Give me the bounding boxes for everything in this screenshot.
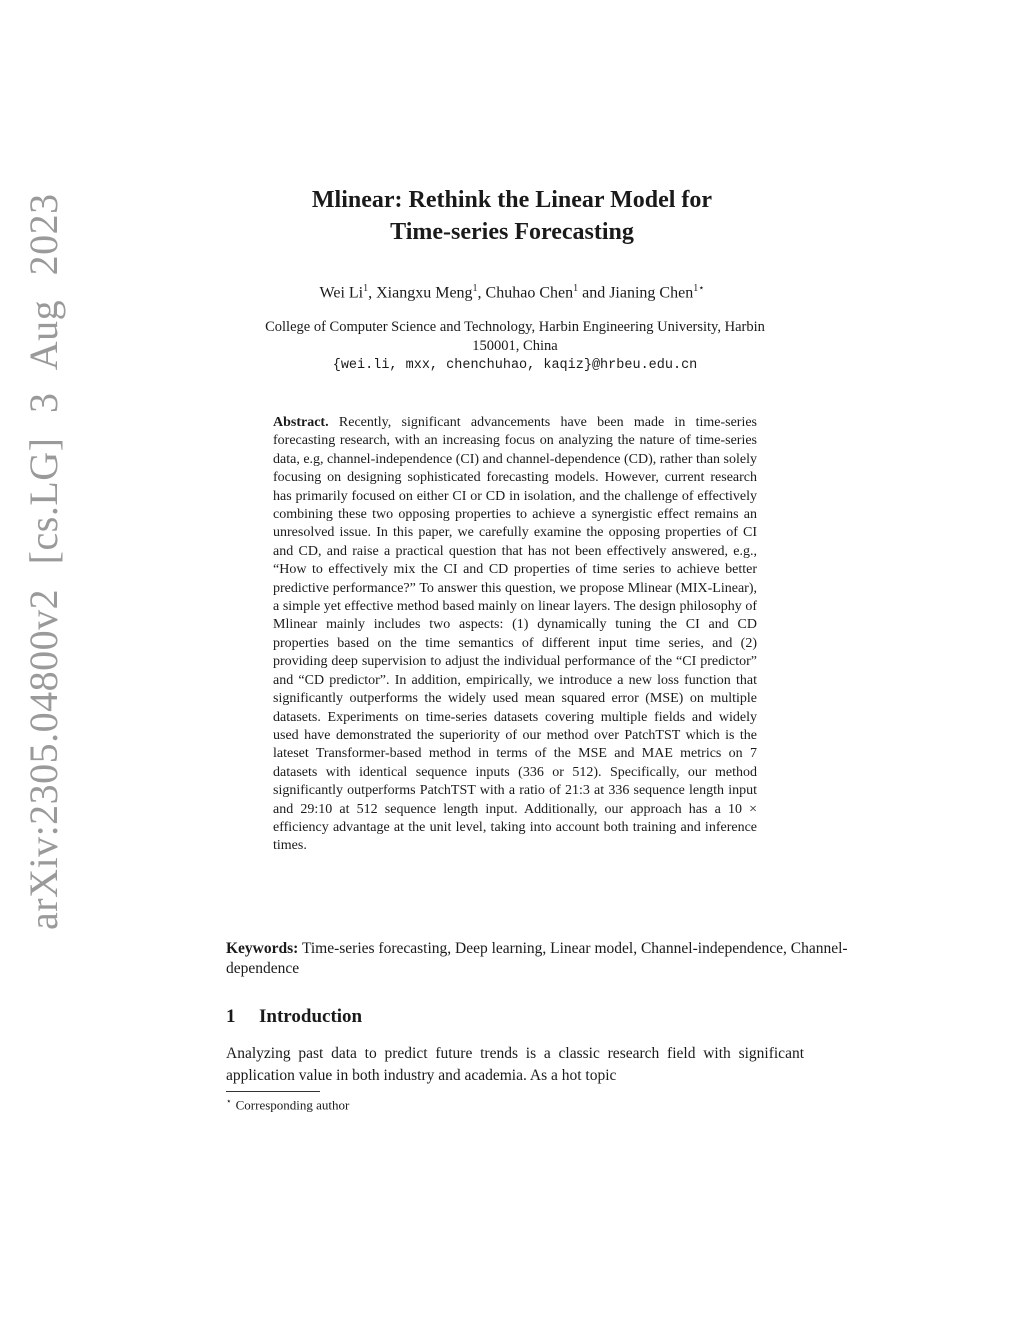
author-name: Wei Li <box>319 284 364 302</box>
footnote-divider <box>226 1091 320 1092</box>
author-emails: {wei.li, mxx, chenchuhao, kaqiz}@hrbeu.edu.cn <box>332 358 698 373</box>
paper-title <box>0 184 1024 248</box>
author-separator: and <box>578 284 610 302</box>
title-line-2: Time-series Forecasting <box>390 219 634 245</box>
author-affil-mark: 1 <box>472 283 478 294</box>
affiliation-line: College of Computer Science and Technology, Harbin Engineering University, Harbin <box>265 319 765 335</box>
affiliation-block <box>220 318 810 375</box>
footnote-mark: ⋆ <box>226 1096 232 1106</box>
author-separator: , <box>368 284 377 302</box>
abstract-text: Recently, significant advancements have been made in time-series forecasting research, with an increasing focus on analyzing the nature of time-series data, e.g, channel-independence (CI) and channel-dependence (CD), rather than solely focusing on designing sophisticated forecasting models. However, current research has primarily focused on either CI or CD in isolation, and the challenge of effectively combining these two opposing properties to achieve a synergistic effect remains an unresolved issue. In this paper, we carefully examine the opposing properties of CI and CD, and raise a practical question that has not been effectively answered, e.g., “How to effectively mix the CI and CD properties of time series to achieve better predictive performance?” To answer this question, we propose Mlinear (MIX-Linear), a simple yet effective method based mainly on linear layers. The design philosophy of Mlinear mainly includes two aspects: (1) dynamically tuning the CI and CD properties based on the time semantics of different input time series, and (2) providing deep supervision to adjust the individual performance of the “CI predictor” and “CD predictor”. In addition, empirically, we introduce a new loss function that significantly outperforms the widely used mean squared error (MSE) on multiple datasets. Experiments on time-series datasets covering multiple fields and widely used have demonstrated the superiority of our method over PatchTST which is the lateset Transformer-based method in terms of the MSE and MAE metrics on 7 datasets with identical sequence inputs (336 or 512). Specifically, our method significantly outperforms PatchTST with a ratio of 21:3 at 336 sequence length input and 29:10 at 512 sequence length input. Additionally, our approach has a 10 × efficiency advantage at the unit level, taking into account both training and inference times. <box>273 415 758 854</box>
footnote-text: Corresponding author <box>235 1097 350 1113</box>
author-affil-mark: 1⋆ <box>693 283 705 294</box>
abstract <box>273 414 757 856</box>
intro-paragraph: Analyzing past data to predict future trends is a classic research field with significant application value in both industry and academia. As a hot topic <box>226 1045 804 1084</box>
keywords <box>226 939 876 979</box>
author-affil-mark: 1 <box>573 283 579 294</box>
title-line-1: Mlinear: Rethink the Linear Model for <box>311 187 713 213</box>
author-separator: , <box>477 284 486 302</box>
author-name: Xiangxu Meng <box>376 284 473 302</box>
section-title: Introduction <box>259 1006 363 1027</box>
affiliation-line: 150001, China <box>472 338 558 354</box>
keywords-text: Time-series forecasting, Deep learning, Linear model, Channel-independence, Channel-dependence <box>226 940 848 977</box>
author-name: Jianing Chen <box>609 284 694 302</box>
arxiv-identifier: arXiv:2305.04800v2 [cs.LG] 3 Aug 2023 <box>21 193 66 930</box>
abstract-label: Abstract. <box>273 415 329 430</box>
author-list <box>0 283 1024 302</box>
section-number: 1 <box>226 1006 236 1027</box>
keywords-label: Keywords: <box>226 940 299 957</box>
section-heading <box>226 1006 362 1028</box>
author-name: Chuhao Chen <box>485 284 574 302</box>
footnote <box>226 1096 349 1113</box>
author-affil-mark: 1 <box>363 283 369 294</box>
